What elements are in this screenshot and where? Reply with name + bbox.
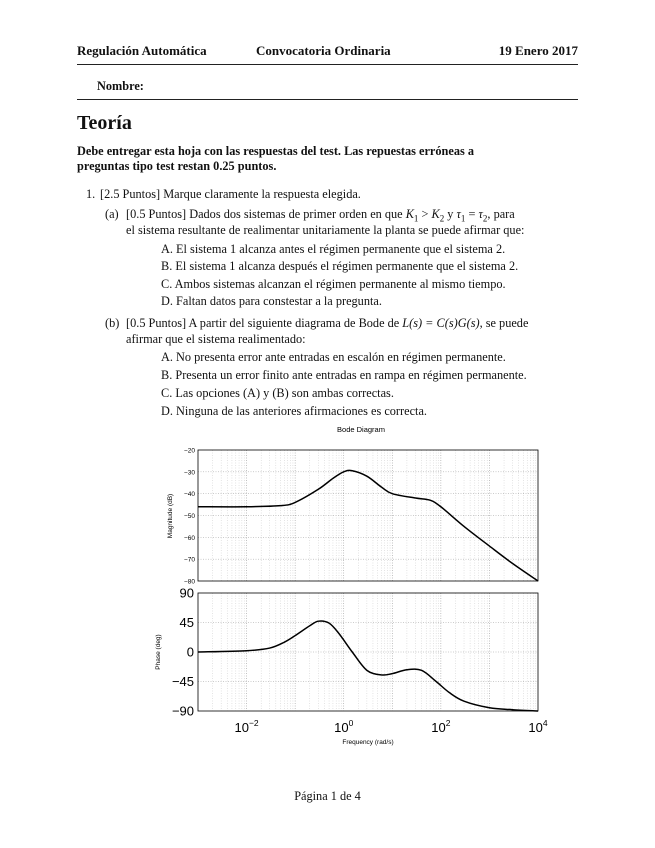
subq-b-option-a[interactable]: A. No presenta error ante entradas en escalón en régimen permanente. (161, 350, 506, 364)
instructions-line-1: Debe entregar esta hoja con las respuestas del test. Las repuestas erróneas a (77, 144, 474, 158)
phase-grid (198, 593, 538, 711)
math-tau1-sub: 1 (460, 213, 466, 224)
subq-a-option-c[interactable]: C. Ambos sistemas alcanzan el régimen permanente al mismo tiempo. (161, 277, 506, 291)
magnitude-tick-label: −50 (183, 513, 195, 520)
magnitude-series-line (198, 470, 538, 581)
magnitude-tick-label: −30 (183, 469, 195, 477)
page-number: Página 1 de 4 (294, 789, 361, 803)
math-gt: > (418, 207, 432, 221)
magnitude-grid (198, 450, 538, 581)
subq-a-option-a[interactable]: A. El sistema 1 alcanza antes el régimen permanente que el sistema 2. (161, 242, 506, 256)
subq-b-option-d[interactable]: D. Ninguna de las anteriores afirmaciones es correcta. (161, 404, 427, 418)
magnitude-tick-label: −20 (183, 447, 195, 455)
frequency-tick-label: $10^2$ (431, 718, 451, 735)
phase-tick-label: 0 (186, 644, 194, 660)
phase-series-line (198, 621, 538, 711)
bode-diagram (150, 420, 570, 750)
subq-a-text: [0.5 Puntos] Dados dos sistemas de primer orden en que (126, 207, 406, 221)
header-course: Regulación Automática (77, 43, 207, 58)
chart-title: Bode Diagram (337, 425, 385, 434)
subq-b-option-c[interactable]: C. Las opciones (A) y (B) son ambas correctas. (161, 386, 394, 400)
header-date: 19 Enero 2017 (498, 43, 578, 58)
phase-tick-label: −90 (171, 703, 194, 719)
magnitude-tick-label: −60 (183, 534, 195, 542)
name-rule (77, 99, 578, 100)
subq-b-option-b[interactable]: B. Presenta un error finito ante entradas en rampa en régimen permanente. (161, 368, 527, 382)
subq-a-label: (a) (105, 207, 119, 221)
math-y: y (444, 207, 457, 221)
math-tau1: τ (456, 207, 461, 221)
frequency-tick-exponent: 0 (348, 718, 354, 728)
header-rule (77, 64, 578, 65)
math-loop-tf: L(s) = C(s)G(s) (402, 316, 480, 330)
frequency-axis-label: Frequency (rad/s) (342, 739, 394, 746)
question-number: 1. (86, 187, 96, 201)
frequency-tick-label: $10^0$ (334, 718, 354, 735)
subq-b-line-2: afirmar que el sistema realimentado: (126, 332, 306, 346)
frequency-tick-label: $10^4$ (528, 718, 548, 735)
subq-b-text: [0.5 Puntos] A partir del siguiente diagrama de Bode de (126, 316, 403, 330)
math-eq: = (465, 207, 479, 221)
question-text: [2.5 Puntos] Marque claramente la respuesta elegida. (100, 187, 361, 201)
math-k1-sub: 1 (413, 213, 419, 224)
subq-b-line-1 (126, 315, 528, 332)
name-label: Nombre: (97, 79, 144, 93)
magnitude-tick-labels (184, 448, 195, 586)
subq-b-text-end: , se puede (479, 316, 529, 330)
section-title: Teoría (77, 112, 132, 134)
subq-a-text-end: , para (487, 207, 515, 221)
phase-tick-label: −45 (171, 674, 194, 689)
header-session: Convocatoria Ordinaria (256, 43, 391, 58)
math-k1: K (405, 207, 414, 221)
instructions-line-2: preguntas tipo test restan 0.25 puntos. (77, 159, 277, 173)
magnitude-tick-label: −40 (183, 491, 195, 499)
subq-a-option-d[interactable]: D. Faltan datos para constestar a la pregunta. (161, 294, 382, 308)
subq-a-option-b[interactable]: B. El sistema 1 alcanza después el régimen permanente que el sistema 2. (161, 259, 519, 273)
phase-tick-label: 45 (179, 615, 194, 630)
frequency-tick-labels (234, 718, 547, 735)
frequency-tick-exponent: 2 (445, 718, 451, 728)
frequency-tick-exponent: −2 (248, 718, 259, 728)
frequency-tick-exponent: 4 (542, 718, 548, 728)
magnitude-axis-label: Magnitude (dB) (167, 493, 174, 539)
frequency-tick-label: $10^{-2}$ (234, 718, 259, 735)
magnitude-tick-label: −80 (183, 578, 195, 586)
math-tau2-sub: 2 (482, 213, 488, 224)
subq-a-line-2: el sistema resultante de realimentar unitariamente la planta se puede afirmar que: (126, 223, 525, 237)
math-k2-sub: 2 (439, 213, 445, 224)
phase-tick-label: 90 (179, 585, 194, 601)
phase-axis-label: Phase (deg) (155, 634, 162, 670)
magnitude-tick-label: −70 (183, 556, 195, 564)
math-tau2: τ (478, 207, 483, 221)
math-k2: K (431, 207, 440, 221)
phase-tick-labels (172, 586, 194, 719)
subq-b-label: (b) (105, 316, 120, 330)
